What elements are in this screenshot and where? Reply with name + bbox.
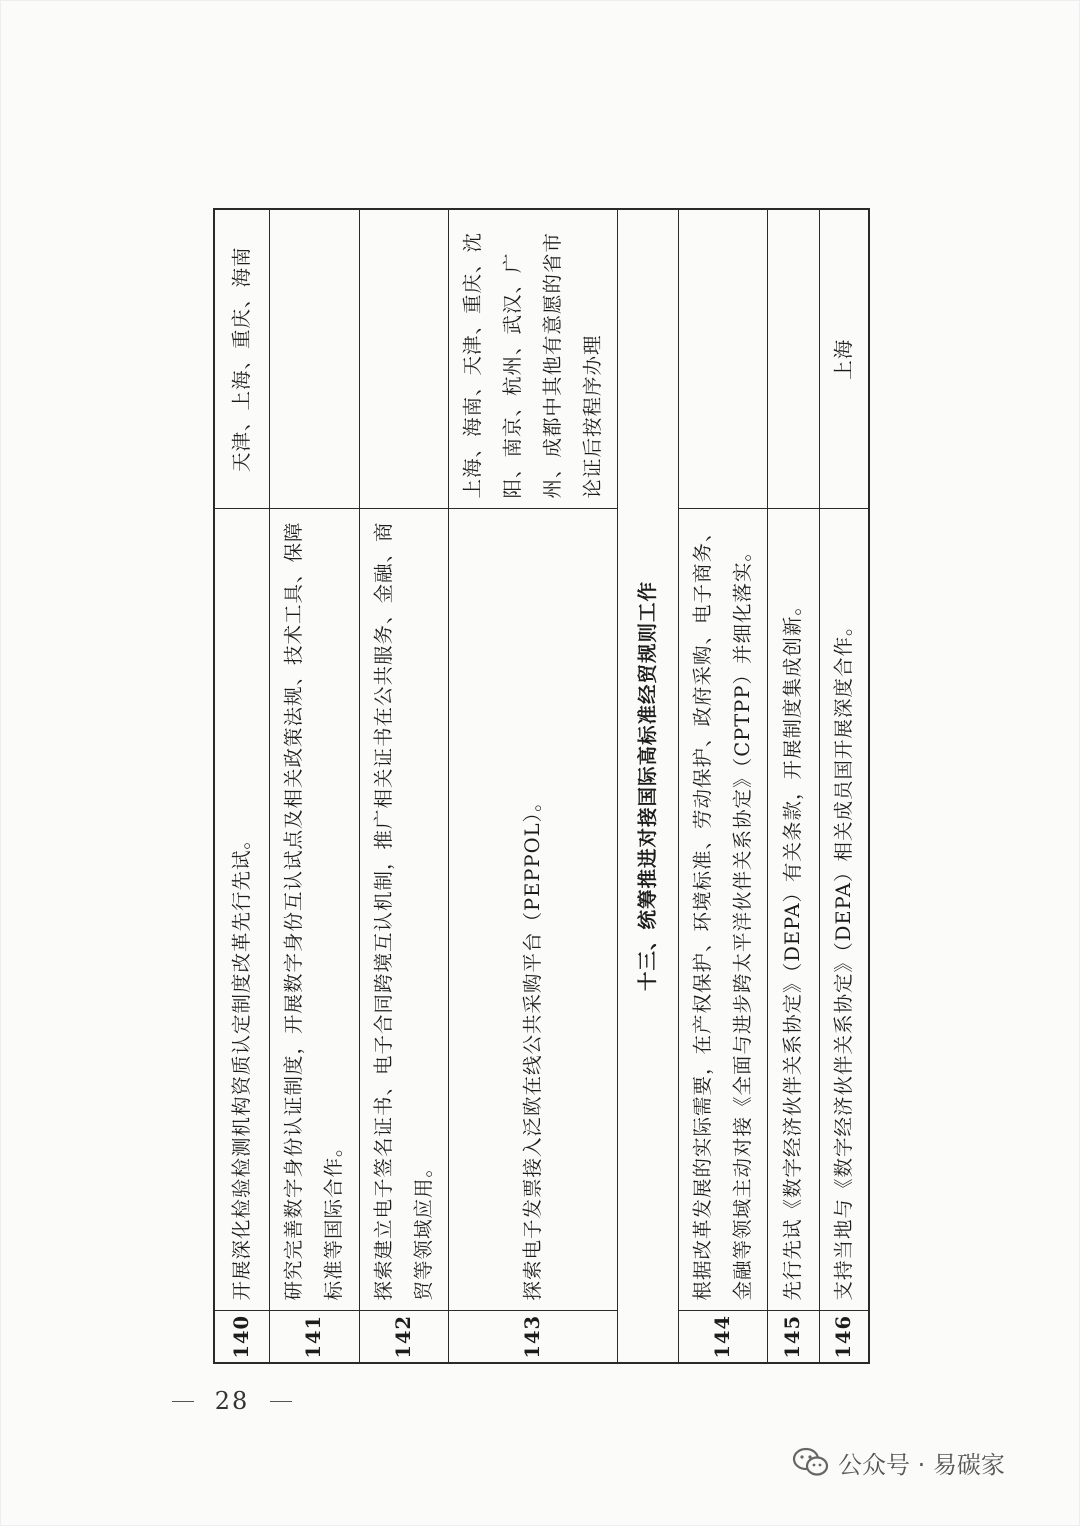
table-row	[269, 209, 359, 1363]
wechat-icon	[792, 1447, 830, 1477]
page-number-dash-right	[270, 1401, 292, 1402]
row-number: 141	[269, 1311, 359, 1363]
rotated-table-wrapper	[213, 210, 855, 1364]
table-row	[819, 209, 869, 1363]
wechat-watermark	[792, 1442, 1005, 1482]
row-number: 145	[767, 1311, 819, 1363]
task-text: 根据改革发展的实际需要，在产权保护、环境标准、劳动保护、政府采购、电子商务、金融等领域主动对接《全面与进步跨太平洋伙伴关系协定》（CPTPP）并细化落实。	[678, 509, 767, 1311]
task-text: 支持当地与《数字经济伙伴关系协定》（DEPA）相关成员国开展深度合作。	[819, 509, 869, 1311]
task-text: 研究完善数字身份认证制度，开展数字身份互认试点及相关政策法规、技术工具、保障标准等国际合作。	[269, 509, 359, 1311]
section-row	[617, 209, 678, 1363]
region-text: 上海、海南、天津、重庆、沈阳、南京、杭州、武汉、广州、成都中其他有意愿的省市论证后按程序办理	[448, 209, 617, 509]
table-row	[678, 209, 767, 1363]
row-number: 142	[359, 1311, 448, 1363]
table-row	[359, 209, 448, 1363]
table-row	[214, 209, 269, 1363]
row-number: 140	[214, 1311, 269, 1363]
reform-task-table	[213, 208, 870, 1364]
page-number-dash-left	[172, 1401, 194, 1402]
table-row	[448, 209, 617, 1363]
page-number	[172, 1384, 292, 1418]
task-text: 探索电子发票接入泛欧在线公共采购平台（PEPPOL）。	[448, 509, 617, 1311]
task-text: 先行先试《数字经济伙伴关系协定》（DEPA）有关条款，开展制度集成创新。	[767, 509, 819, 1311]
row-number: 143	[448, 1311, 617, 1363]
task-text: 探索建立电子签名证书、电子合同跨境互认机制，推广相关证书在公共服务、金融、商贸等领域应用。	[359, 509, 448, 1311]
watermark-text: 公众号 · 易碳家	[838, 1450, 1005, 1479]
region-text: 天津、上海、重庆、海南	[214, 209, 269, 509]
table-row	[767, 209, 819, 1363]
region-text	[678, 209, 767, 509]
row-number: 146	[819, 1311, 869, 1363]
row-number: 144	[678, 1311, 767, 1363]
page-number-text: 28	[214, 1387, 250, 1415]
region-text: 上海	[819, 209, 869, 509]
task-text: 开展深化检验检测机构资质认定制度改革先行先试。	[214, 509, 269, 1311]
section-heading: 十三、统筹推进对接国际高标准经贸规则工作	[617, 209, 678, 1363]
region-text	[359, 209, 448, 509]
region-text	[767, 209, 819, 509]
region-text	[269, 209, 359, 509]
